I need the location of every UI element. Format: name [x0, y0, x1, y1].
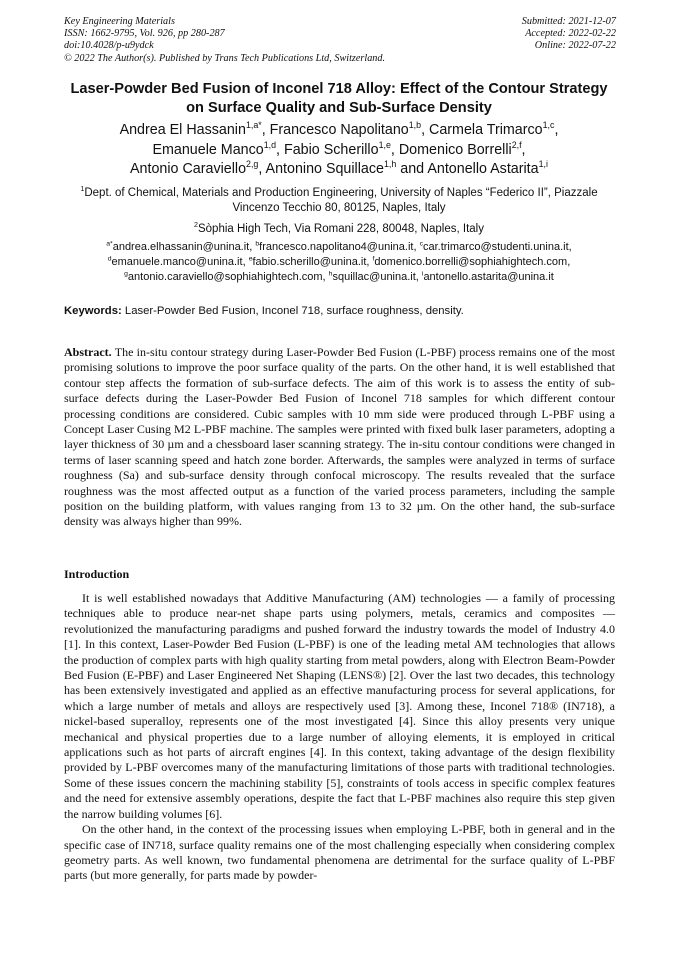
- keywords-text: Laser-Powder Bed Fusion, Inconel 718, surface roughness, density.: [124, 305, 464, 317]
- email-sup: e: [248, 255, 253, 263]
- abstract-text: The in-situ contour strategy during Laser-Powder Bed Fusion (L-PBF) process remains one of the most promising solutions to improve the poor surface quality of the parts. On the other hand, it is well established that contour step affects the formation of sub-surface defects. The aim of this work is to assess the entity of sub-surface defects during the Laser-Powder Bed Fusion of Inconel 718 samples for which different contour processing conditions are considered. Cubic samples with 10 mm side were produced through L-PBF using a Concept Laser Cusing M2 L-PBF machine. The samples were printed with fixed bulk laser parameters, adopting a layer thickness of 30 µm and a chessboard laser scanning strategy. The in-situ contour conditions were changed in terms of laser scanning speed and hatch zone border. Afterwards, the samples were analyzed in terms of surface roughness (Sa) and sub-surface density through confocal microscopy. The results revealed that the surface roughness was the most affected output as a function of the varied process parameters, including the sample position on the building platform, with values ranging from 13 to 32 µm. On the other hand, the sub-surface density was always higher than 99%.: [64, 345, 615, 529]
- author-sup: 1,e: [378, 139, 391, 150]
- affiliation-sup: 1: [80, 185, 85, 194]
- journal-info: [64, 16, 385, 65]
- email-sup: c: [419, 240, 423, 248]
- email-link[interactable]: andrea.elhassanin@unina.it: [112, 241, 250, 253]
- issn-line: ISSN: 1662-9795, Vol. 926, pp 280-287: [64, 28, 225, 40]
- email-link[interactable]: antonio.caraviello@sophiahightech.com: [127, 271, 323, 283]
- affiliation-sup: 2: [194, 221, 198, 230]
- author-name: Andrea El Hassanin: [119, 122, 246, 138]
- affiliation-text: Dept. of Chemical, Materials and Production Engineering, University of Naples “Federico II”, Piazzale Vincenzo Tecchio 80, 80125, Naples, Italy: [84, 187, 598, 215]
- email-sup: b: [255, 240, 260, 248]
- author-sup: 2,g: [246, 159, 259, 170]
- email-sup: g: [124, 270, 128, 278]
- email-sup: h: [328, 270, 333, 278]
- affiliation-text: Sòphia High Tech, Via Romani 228, 80048, Naples, Italy: [197, 223, 484, 235]
- author-sup: 1,b: [408, 120, 422, 131]
- keywords-line: [64, 304, 616, 319]
- submission-dates: [522, 16, 616, 53]
- author-sup: 1,h: [383, 159, 397, 170]
- author-conjunction: and: [400, 161, 425, 178]
- email-link[interactable]: antonello.astarita@unina.it: [423, 271, 554, 283]
- accepted-date: Accepted: 2022-02-22: [525, 28, 616, 40]
- email-link[interactable]: domenico.borrelli@sophiahightech.com: [374, 256, 568, 268]
- author-name: Emanuele Manco: [152, 141, 264, 158]
- author-name: Antonino Squillace: [265, 161, 384, 178]
- email-sup: d: [107, 255, 112, 263]
- email-list: $^{a*}$andrea.elhassanin@unina.it, $^b$francesco.napolitano4@unina.it, $^c$car.trimarco@studenti.unina.it, $^d$emanuele.manco@unina.it, $^e$fabio.scherillo@unina.it, $^f$domenico.borrelli@sophiahightech.com, $^g$antonio.caraviello@sophiahightech.com, $^h$squillac@unina.it, $^i$antonello.astarita@unina.it: [106, 240, 572, 283]
- affiliation-1: [60, 186, 618, 217]
- author-name: Fabio Scherillo: [284, 141, 379, 158]
- author-sup: 1,c: [542, 120, 555, 131]
- author-name: Antonello Astarita: [427, 161, 539, 178]
- affiliation-2: [60, 222, 618, 237]
- author-name: Antonio Caraviello: [130, 161, 247, 178]
- email-link[interactable]: francesco.napolitano4@unina.it: [259, 241, 414, 253]
- doi-line: doi:10.4028/p-u9ydck: [64, 40, 154, 52]
- author-sup: 1,a*: [245, 120, 262, 131]
- abstract-paragraph: [64, 345, 615, 530]
- email-link[interactable]: emanuele.manco@unina.it: [111, 256, 243, 268]
- paper-title: Laser-Powder Bed Fusion of Inconel 718 Alloy: Effect of the Contour Strategy on Surface Quality and Sub-Surface Density: [70, 81, 608, 116]
- copyright-line: © 2022 The Author(s). Published by Trans Tech Publications Ltd, Switzerland.: [64, 52, 386, 64]
- online-date: Online: 2022-07-22: [534, 40, 616, 52]
- author-sup: 2,f: [511, 139, 522, 150]
- email-sup: a*: [106, 240, 113, 248]
- email-link[interactable]: squillac@unina.it: [332, 271, 416, 283]
- introduction-paragraph: It is well established nowadays that Additive Manufacturing (AM) technologies — a family of processing techniques able to produce near-net shape parts using polymers, metals, ceramics and composites — revolutionized the manufacturing paradigms and pushed forward the industry towards the model of Industry 4.0 [1]. In this context, Laser-Powder Bed Fusion (L-PBF) is one of the leading metal AM technologies that allows the production of complex parts with high quality starting from metal powders, along with Electron Beam-Powder Bed Fusion (E-PBF) and Laser Engineered Net Shaping (LENS®) [2]. Over the last two decades, this technology has been extensively investigated and applied as an effective manufacturing process for several applications, for which a large number of metals and alloys are respectively used [3]. Among these, Inconel 718® (IN718), a nickel-based superalloy, represents one of the most investigated [4]. Since this alloy presents very unique mechanical and physical properties due to a large number of alloying elements, it is employed in critical applications such as hot parts of aircraft engines [4]. In this context, taking advantage of the design flexibility provided by L-PBF overcomes many of the manufacturing limitations of those parts with traditional technologies. Some of these issues concern the machining stability [5], constraints of tools access in specific complex features and the need for extensive assembly operations, despite the fact that L-PBF machines also require this step given the narrow building volumes [6].: [64, 591, 615, 821]
- author-list: Andrea El Hassanin$^{1,a*}$, Francesco Napolitano$^{1,b}$, Carmela Trimarco$^{1,c}$, Emanuele Manco$^{1,d}$, Fabio Scherillo$^{1,e}$, Domenico Borrelli$^{2,f}$, Antonio Caraviello$^{2,g}$, Antonino Squillace$^{1,h}$ and Antonello Astarita$^{1,i}$: [119, 120, 559, 178]
- introduction-heading: Introduction: [64, 567, 130, 581]
- introduction-paragraph: On the other hand, in the context of the processing issues when employing L-PBF, both in general and in the specific case of IN718, surface quality remains one of the most challenging especially when considering complex geometry parts. As well known, two fundamental phenomena are detrimental for the surface quality of L-PBF parts (but more generally, for parts made by powder-: [64, 822, 615, 883]
- abstract-label: Abstract.: [64, 345, 112, 359]
- email-link[interactable]: fabio.scherillo@unina.it: [252, 256, 367, 268]
- submitted-date: Submitted: 2021-12-07: [521, 16, 616, 27]
- email-link[interactable]: car.trimarco@studenti.unina.it: [422, 241, 569, 253]
- author-sup: 1,d: [263, 139, 277, 150]
- author-sup: 1,i: [538, 159, 548, 170]
- keywords-label: Keywords:: [64, 305, 122, 317]
- author-name: Carmela Trimarco: [429, 122, 543, 138]
- email-sup: f: [372, 255, 375, 263]
- introduction-body: [64, 591, 615, 884]
- author-name: Domenico Borrelli: [398, 141, 512, 158]
- email-sup: i: [421, 270, 424, 278]
- author-name: Francesco Napolitano: [269, 122, 409, 138]
- journal-name: Key Engineering Materials: [64, 16, 175, 27]
